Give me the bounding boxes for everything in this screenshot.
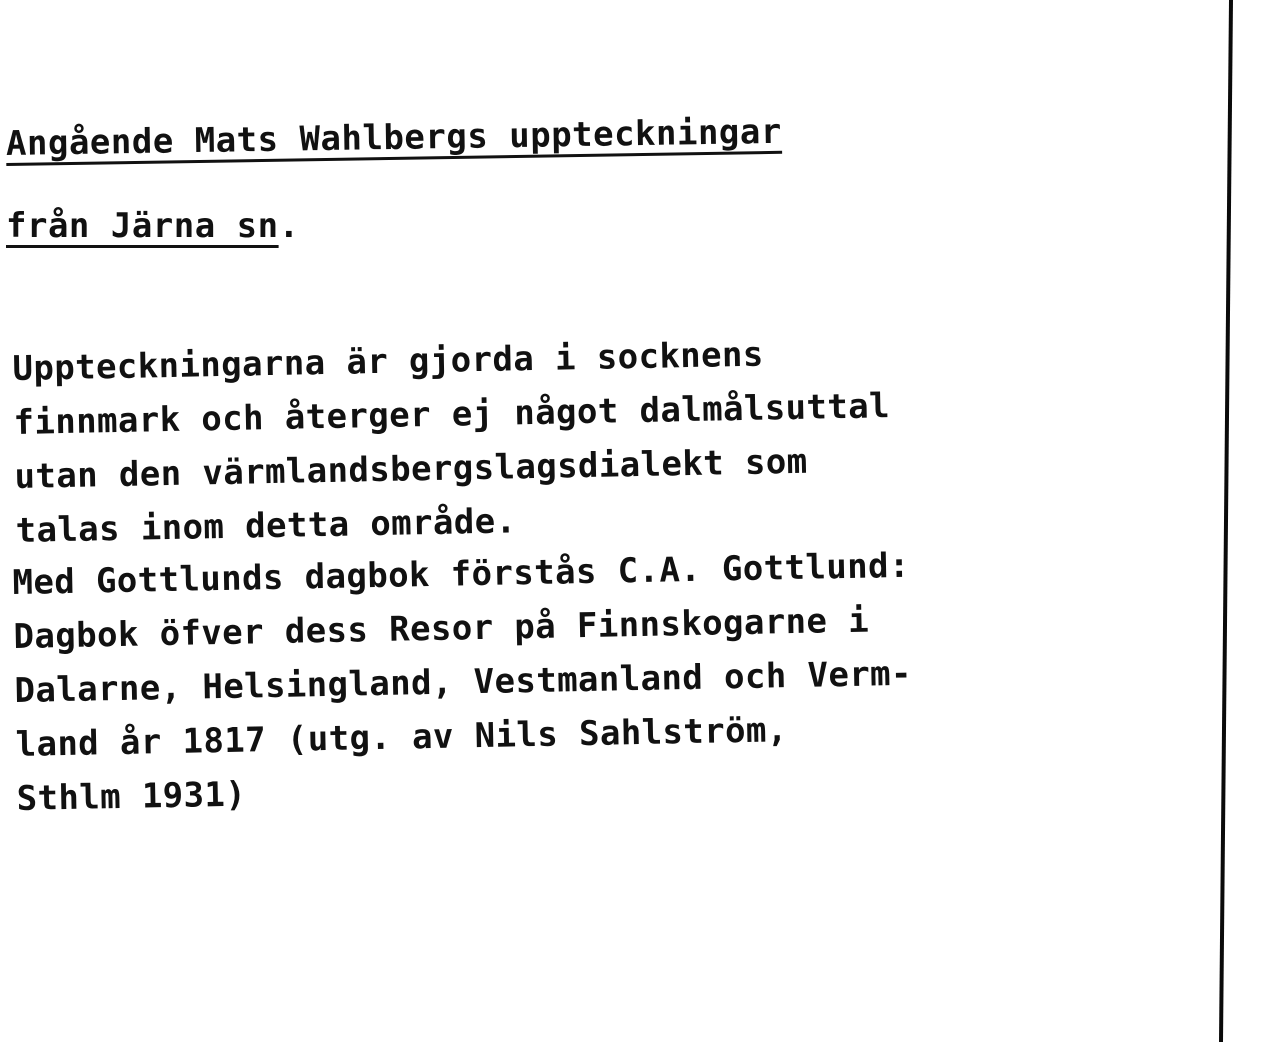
- text-line: Dagbok öfver dess Resor på Finnskogarne i: [13, 600, 870, 657]
- text-line: land år 1817 (utg. av Nils Sahlström,: [15, 710, 789, 765]
- text-line: Med Gottlunds dagbok förstås C.A. Gottlund:: [12, 545, 911, 603]
- text-line: Uppteckningarna är gjorda i socknens: [12, 334, 765, 389]
- text-line: utan den värmlandsbergslagsdialekt som: [14, 441, 808, 497]
- title-line-1: Angående Mats Wahlbergs uppteckningar: [5, 111, 783, 164]
- paragraph-dialect-note: [12, 325, 893, 558]
- text-line: Sthlm 1931): [16, 774, 247, 819]
- text-line: talas inom detta område.: [15, 501, 517, 551]
- paragraph-reference-note: [12, 539, 914, 826]
- text-line: Dalarne, Helsingland, Vestmanland och Verm-: [14, 653, 913, 711]
- title-line-2-text: från Järna sn: [6, 206, 279, 246]
- text-line: finnmark och återger ej något dalmålsuttal: [13, 386, 891, 443]
- title-line-2-period: .: [278, 206, 300, 246]
- title-line-2: [6, 206, 300, 246]
- page-edge-rule: [1219, 0, 1233, 1042]
